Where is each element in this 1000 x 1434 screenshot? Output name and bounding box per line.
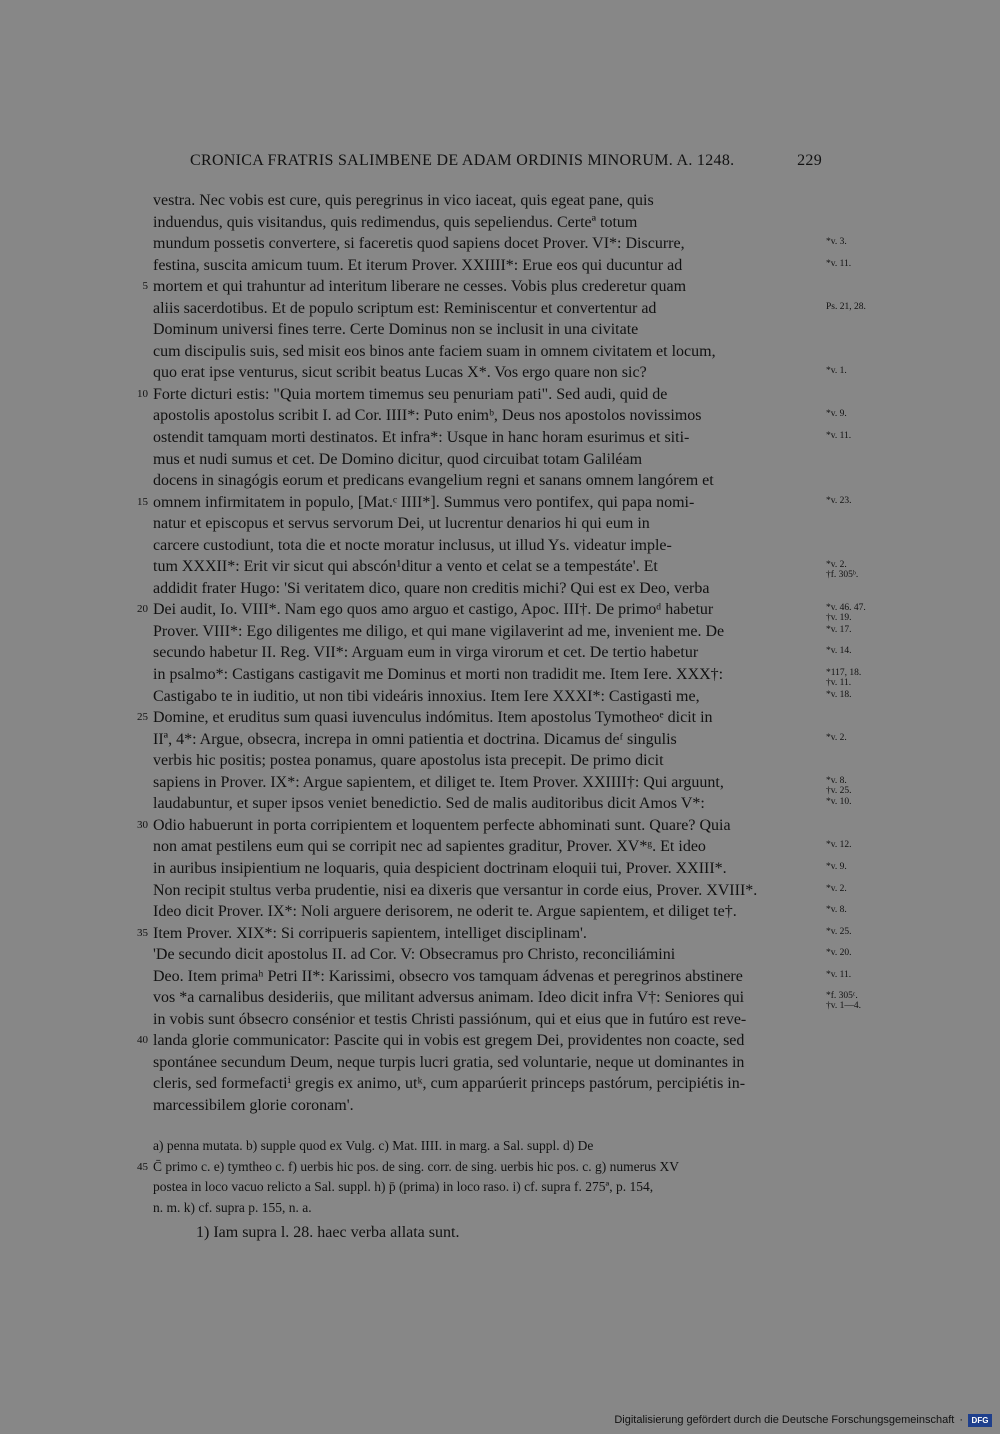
lines-line [0,513,1000,535]
lines-line [0,556,1000,581]
lines-line-text: Prover. VIII*: Ego diligentes me diligo, et qui mane vigilaverint ad me, invenient me. De [153,622,725,640]
lines-line-text: Deo. Item primaʰ Petri II*: Karissimi, obsecro vos tamquam ádvenas et peregrinos abstinere [153,967,743,985]
line-number: 35 [137,926,148,939]
lines-line [0,362,1000,384]
lines-line-text: Non recipit stultus verba prudentie, nisi ea dixeris que versantur in corde eius, Prover. XVIII*. [153,881,758,899]
lines-line-text: Odio habuerunt in porta corripientem et loquentem perfecte abhominati sunt. Quare? Quia [153,816,731,834]
lines-line-text: marcessibilem glorie coronam'. [153,1096,354,1114]
lines-line [0,944,1000,966]
dfg-logo-icon: DFG [968,1414,992,1427]
line-number: 15 [137,495,148,508]
lines-line-text: Castigabo te in iuditio, ut non tibi videáris innoxius. Item Iere XXXI*: Castigasti me, [153,687,700,705]
margin-reference: *v. 8. [826,905,847,916]
margin-reference: *v. 3. [826,237,847,248]
lines-line-text: in vobis sunt óbsecro consénior et testis Christi passiónum, qui et eius que in futúro est reve- [153,1010,747,1028]
line-number: 10 [137,387,148,400]
line-number: 40 [137,1034,148,1047]
lines-line [0,987,1000,1012]
lines-line-text: natur et episcopus et servus servorum Dei, ut lucrentur denarios hi qui eum in [153,515,650,533]
margin-reference: *v. 2. [826,732,847,743]
lines-line-text: Dominum universi fines terre. Certe Dominus non se inclusit in una civitate [153,321,639,339]
lines-line-text: mundum possetis convertere, si faceretis quod sapiens docet Prover. VI*: Discurre, [153,235,685,253]
lines-line-text: sapiens in Prover. IX*: Argue sapientem, et diliget te. Item Prover. XXIIII†: Qui arguunt, [153,773,724,791]
lines-line [0,815,1000,837]
lines-line-text: Dei audit, Io. VIII*. Nam ego quos amo arguo et castigo, Apoc. III†. De primoᵈ habetur [153,601,714,619]
footnotes-line-text: a) penna mutata. b) supple quod ex Vulg. c) Mat. IIII. in marg. a Sal. suppl. d) De [153,1138,594,1153]
header-title: CRONICA FRATRIS SALIMBENE DE ADAM ORDINIS MINORUM. A. 1248. [190,152,735,169]
footnotes-line [0,1157,1000,1178]
page-number: 229 [797,152,822,169]
lines-line [0,686,1000,708]
footnotes-line-text: C̄ primo c. e) tymtheo c. f) uerbis hic pos. de sing. corr. de sing. uerbis hic pos. c. g) numerus XV [153,1158,680,1174]
editor-note: 1) Iam supra l. 28. haec verba allata sunt. [196,1224,460,1241]
lines-line-text: induendus, quis visitandus, quis redimendus, quis sepeliendus. Certeª totum [153,213,638,231]
margin-reference: *v. 12. [826,840,852,851]
margin-reference: *v. 18. [826,689,852,700]
lines-line [0,427,1000,449]
margin-reference: *v. 9. [826,861,847,872]
lines-line-text: aliis sacerdotibus. Et de populo scriptum est: Reminiscentur et convertentur ad [153,299,657,317]
lines-line [0,1073,1000,1095]
lines-line [0,1030,1000,1052]
margin-reference: *v. 14. [826,646,852,657]
margin-reference: *v. 46. 47. †v. 19. [826,603,866,624]
lines-line-text: addidit frater Hugo: 'Si veritatem dico, quare non creditis michi? Qui est ex Deo, verba [153,579,710,597]
footnotes-line [0,1136,1000,1157]
lines-line [0,642,1000,664]
lines-line-text: Forte dicturi estis: "Quia mortem timemus seu penuriam pati". Sed audi, quid de [153,385,668,403]
lines-line-text: apostolis apostolus scribit I. ad Cor. IIII*: Puto enimᵇ, Deus nos apostolos novissimos [153,407,702,425]
margin-reference: *f. 305ᶜ. †v. 1—4. [826,991,862,1012]
line-number: 25 [137,711,148,724]
lines-line [0,621,1000,643]
margin-reference: *v. 1. [826,366,847,377]
lines-line [0,707,1000,729]
lines-line [0,836,1000,858]
lines-line [0,1052,1000,1074]
lines-line [0,384,1000,406]
main-text [0,190,1000,1117]
margin-reference: *v. 20. [826,948,852,959]
lines-line-text: vos *a carnalibus desideriis, que militant adversus animam. Ideo dicit infra V†: Seniores qui [153,989,745,1007]
footnotes-line-text: postea in loco vacuo relicto a Sal. suppl. h) p̄ (prima) in loco raso. i) cf. supra f. 275ª, p. 154, [153,1179,654,1194]
lines-line [0,729,1000,751]
lines-line-text: non amat pestilens eum qui se corripit nec ad sapientes graditur, Prover. XV*ᵍ. Et ideo [153,838,706,856]
lines-line [0,449,1000,471]
margin-reference: *v. 25. [826,926,852,937]
lines-line [0,923,1000,945]
lines-line [0,298,1000,320]
margin-reference: *v. 10. [826,797,852,808]
lines-line [0,212,1000,234]
lines-line [0,858,1000,880]
margin-reference: *v. 11. [826,969,852,980]
lines-line-text: festina, suscita amicum tuum. Et iterum Prover. XXIIII*: Erue eos qui ducuntur ad [153,256,683,274]
lines-line-text: omnem infirmitatem in populo, [Mat.ᶜ IIII*]. Summus vero pontifex, qui papa nomi- [153,493,695,511]
footnotes-line [0,1177,1000,1198]
lines-line-text: spontánee secundum Deum, neque turpis lucri gratia, sed voluntarie, neque ut dominantes in [153,1053,745,1071]
lines-line-text: IIª, 4*: Argue, obsecra, increpa in omni patientia et doctrina. Dicamus deᶠ singulis [153,730,677,748]
lines-line [0,405,1000,427]
lines-line-text: ostendit tamquam morti destinatos. Et infra*: Usque in hanc horam esurimus et siti- [153,429,690,447]
lines-line-text: cleris, sed formefactiⁱ gregis ex animo, utᵏ, cum apparúerit princeps pastórum, percipiétis in- [153,1075,746,1093]
lines-line [0,319,1000,341]
lines-line-text: verbis hic positis; postea ponamus, quare apostolus ista precepit. De primo dicit [153,752,664,770]
footer [614,1409,992,1431]
lines-line-text: 'De secundo dicit apostolus II. ad Cor. V: Obsecramus pro Christo, reconciliámini [153,946,676,964]
footer-text: Digitalisierung gefördert durch die Deutsche Forschungsgemeinschaft [614,1414,955,1426]
lines-line [0,750,1000,772]
lines-line-text: carcere custodiunt, tota die et nocte moratur inclusus, ut illud Ys. videatur imple- [153,536,672,554]
lines-line-text: Ideo dicit Prover. IX*: Noli arguere derisorem, ne oderit te. Argue sapientem, et diliget te†. [153,903,737,921]
footnotes-line-text: n. m. k) cf. supra p. 155, n. a. [153,1199,312,1215]
lines-line [0,772,1000,794]
lines-line [0,793,1000,815]
lines-line [0,470,1000,492]
lines-line-text: quo erat ipse venturus, sicut scribit beatus Lucas X*. Vos ergo quare non sic? [153,364,647,382]
lines-line [0,276,1000,298]
lines-line-text: cum discipulis suis, sed misit eos binos ante faciem suam in omnem civitatem et locum, [153,342,716,360]
lines-line-text: landa glorie communicator: Pascite qui in vobis est gregem Dei, providentes non coacte, sed [153,1032,745,1050]
line-number: 5 [142,280,148,293]
margin-reference: *v. 11. [826,431,852,442]
lines-line [0,190,1000,212]
lines-line-text: secundo habetur II. Reg. VII*: Arguam eum in virga virorum et cet. De tertio habetur [153,644,699,662]
margin-reference: *v. 17. [826,624,852,635]
footnotes [0,1136,1000,1218]
lines-line-text: laudabuntur, et super ipsos veniet benedictio. Sed de malis auditoribus dicit Amos V*: [153,795,705,813]
lines-line [0,1009,1000,1031]
margin-reference: *v. 2. [826,883,847,894]
lines-line [0,255,1000,277]
footnotes-line [0,1198,1000,1219]
lines-line-text: docens in sinagógis eorum et predicans evangelium regni et sanans omnem langórem et [153,472,714,490]
lines-line [0,492,1000,514]
lines-line [0,664,1000,689]
lines-line [0,901,1000,923]
line-number: 45 [137,1160,148,1173]
margin-reference: *v. 11. [826,258,852,269]
lines-line-text: Domine, et eruditus sum quasi iuvenculus indómitus. Item apostolus Tymotheoᵉ dicit in [153,709,713,727]
lines-line [0,233,1000,255]
lines-line [0,535,1000,557]
lines-line-text: tum XXXII*: Erit vir sicut qui abscón¹ditur a vento et celat se a tempestáte'. Et [153,558,658,576]
lines-line [0,1095,1000,1117]
lines-line-text: in auribus insipientium ne loquaris, quia despicient doctrinam eloquii tui, Prover. XXIII*. [153,859,727,877]
margin-reference: Ps. 21, 28. [826,301,866,312]
margin-reference: *v. 23. [826,495,852,506]
line-number: 30 [137,818,148,831]
lines-line-text: mus et nudi sumus et cet. De Domino dicitur, quod circuibat totam Galiléam [153,450,643,468]
margin-reference: *v. 8. †v. 25. [826,775,852,796]
margin-reference: *v. 9. [826,409,847,420]
footer-separator-icon: · [959,1414,963,1426]
margin-reference: *117, 18. †v. 11. [826,668,862,689]
lines-line [0,880,1000,902]
lines-line-text: in psalmo*: Castigans castigavit me Dominus et morti non tradidit me. Item Iere. XXX†: [153,666,724,684]
lines-line-text: vestra. Nec vobis est cure, quis peregrinus in vico iaceat, quis egeat pane, quis [153,192,654,209]
lines-line [0,599,1000,624]
line-number: 20 [137,603,148,616]
margin-reference: *v. 2. †f. 305ᵇ. [826,560,859,581]
lines-line [0,966,1000,988]
lines-line [0,578,1000,600]
lines-line-text: Item Prover. XIX*: Si corripueris sapientem, intelliget disciplinam'. [153,924,587,942]
lines-line-text: mortem et qui trahuntur ad interitum liberare ne cesses. Vobis plus crederetur quam [153,278,687,296]
lines-line [0,341,1000,363]
